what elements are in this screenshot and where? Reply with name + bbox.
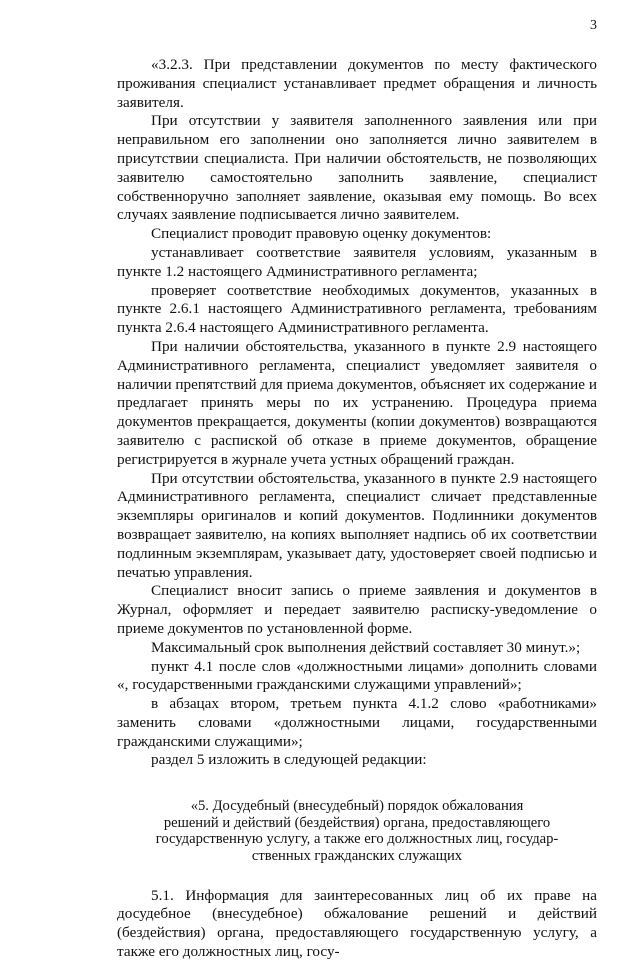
- section-heading: [117, 798, 597, 864]
- paragraph: 5.1. Информация для заинтересованных лиц об их праве на досудебное (внесудебное) обжалование решений и действий (бездействия) органа, предоставляющего государственную услугу, а также его должностных лиц, госу-: [117, 886, 597, 961]
- section-heading-line: государственную услугу, а также его должностных лиц, государ-: [155, 831, 559, 848]
- paragraph: Специалист проводит правовую оценку документов:: [151, 225, 492, 243]
- paragraph: устанавливает соответствие заявителя условиям, указанным в пункте 1.2 настоящего Административного регламента;: [117, 243, 597, 280]
- paragraph: «3.2.3. При представлении документов по месту фактического проживания специалист устанавливает предмет обращения и личность заявителя.: [117, 56, 597, 111]
- paragraph: Максимальный срок выполнения действий составляет 30 минут.»;: [151, 638, 581, 656]
- section-heading-line: ственных гражданских служащих: [251, 848, 463, 865]
- paragraph: раздел 5 изложить в следующей редакции:: [151, 751, 427, 769]
- paragraph: При отсутствии обстоятельства, указанного в пункте 2.9 настоящего Административного регламента, специалист сличает представленные экземпляры оригиналов и копий документов. Подлинники документов возвращает заявителю, на копиях выполняет надпись об их соответствии подлинным экземплярам, указывает дату, удостоверяет своей подписью и печатью управления.: [117, 469, 597, 581]
- paragraph: в абзацах втором, третьем пункта 4.1.2 слово «работниками» заменить словами «должностными лицами, государственными гражданскими служащими»;: [117, 695, 597, 750]
- document-body: [117, 56, 597, 962]
- section-heading-line: решений и действий (бездействия) органа, предоставляющего: [163, 814, 551, 831]
- page-number: 3: [590, 18, 597, 33]
- paragraph: Специалист вносит запись о приеме заявления и документов в Журнал, оформляет и передает заявителю расписку-уведомление о приеме документов по установленной форме.: [117, 582, 597, 637]
- section-heading-line: «5. Досудебный (внесудебный) порядок обжалования: [190, 798, 524, 815]
- paragraph: проверяет соответствие необходимых документов, указанных в пункте 2.6.1 настоящего Административного регламента, требованиям пункта 2.6.4 настоящего Административного регламента.: [117, 281, 597, 337]
- paragraph: пункт 4.1 после слов «должностными лицами» дополнить словами «, государственными гражданскими служащими управлений»;: [117, 657, 597, 694]
- paragraph: При отсутствии у заявителя заполненного заявления или при неправильном его заполнении оно заполняется лично заявителем в присутствии специалиста. При наличии обстоятельств, не позволяющих заявителю самостоятельно заполнить заявление, специалист собственноручно заполняет заявление, оказывая ему помощь. Во всех случаях заявление подписывается лично заявителем.: [117, 112, 597, 224]
- paragraph: При наличии обстоятельства, указанного в пункте 2.9 настоящего Административного регламента, специалист уведомляет заявителя о наличии препятствий для приема документов, объясняет их содержание и предлагает принять меры по их устранению. Процедура приема документов прекращается, документы (копии документов) возвращаются заявителю с распиской об отказе в приеме документов, обращение регистрируется в журнале учета устных обращений граждан.: [117, 337, 597, 468]
